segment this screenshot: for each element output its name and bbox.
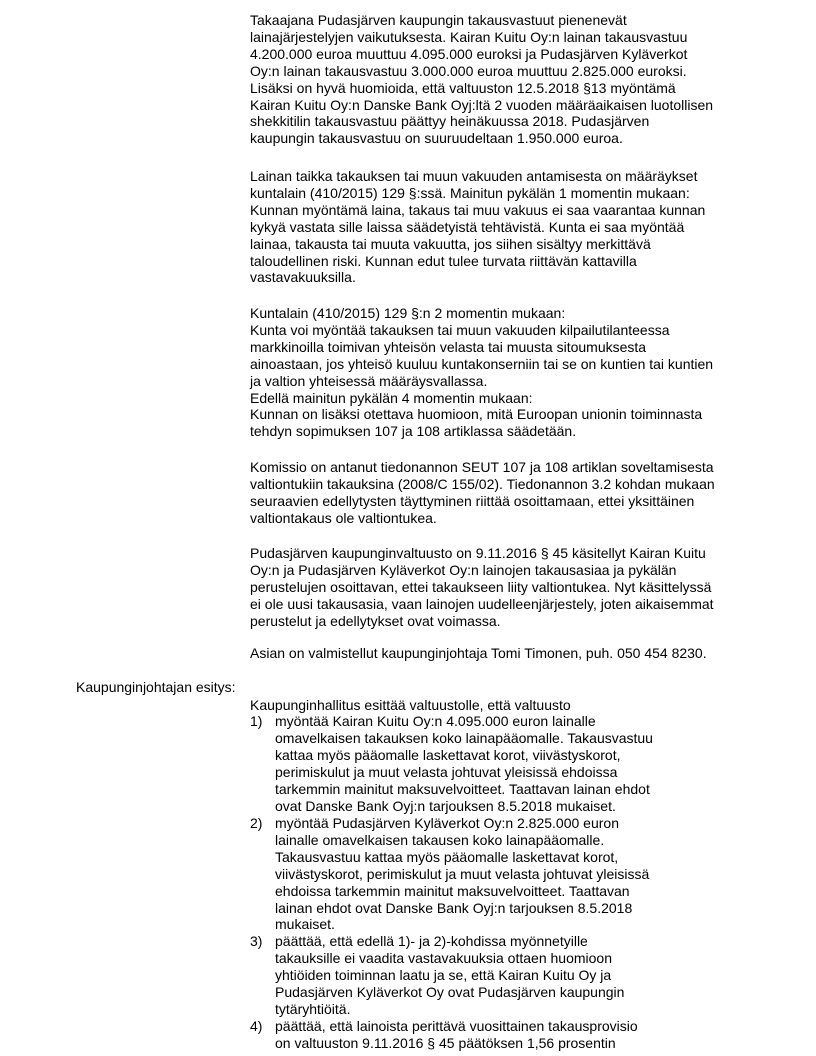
proposal-intro: Kaupunginhallitus esittää valtuustolle, että valtuusto <box>250 697 571 713</box>
list-item-text: myöntää Kairan Kuitu Oy:n 4.095.000 euron lainalle omavelkaisen takauksen koko lainapääomalle. Takausvastuu kattaa myös pääomalle laskettavat korot, viivästyskorot, perimiskulut ja muut velasta johtuvat yleisissä ehdoissa tarkemmin mainitut maksuvelvoitteet. Taattavan lainan ehdot ovat Danske Bank Oyj:n tarjouksen 8.5.2018 mukaiset. <box>275 713 653 814</box>
list-item-number: 4) <box>250 1018 263 1034</box>
list-item-number: 1) <box>250 713 263 729</box>
list-item-text: myöntää Pudasjärven Kyläverkot Oy:n 2.825.000 euron lainalle omavelkaisen takausen koko lainapääomalle. Takausvastuu kattaa myös pääomalle laskettavat korot, viivästyskorot, perimiskulut ja muut velasta johtuvat yleisissä ehdoissa tarkemmin mainitut maksuvelvoitteet. Taattavan lainan ehdot ovat Danske Bank Oyj:n tarjouksen 8.5.2018 mukaiset. <box>275 815 650 933</box>
list-item-text: päättää, että lainoista perittävä vuosittainen takausprovisio on valtuuston 9.11.2016 § 45 päätöksen 1,56 prosentin <box>275 1018 638 1051</box>
proposal-label: Kaupunginjohtajan esitys: <box>76 679 236 695</box>
list-item-number: 2) <box>250 815 263 831</box>
paragraph-kuntalaki-129-1: Lainan taikka takauksen tai muun vakuuden antamisesta on määräykset kuntalain (410/2015) 129 §:ssä. Mainitun pykälän 1 momentin mukaan: Kunnan myöntämä laina, takaus tai muu vakuus ei saa vaarantaa kunnan kykyä vastata sille laissa säädetyistä tehtävistä. Kunta ei saa myöntää lainaa, takausta tai muuta vakuutta, jos siihen sisältyy merkittävä taloudellinen riski. Kunnan edut tulee turvata riittävän kattavilla vastavakuuksilla. <box>250 168 706 286</box>
paragraph-commission-notice: Komissio on antanut tiedonannon SEUT 107 ja 108 artiklan soveltamisesta valtiontukiin takauksina (2008/C 155/02). Tiedonannon 3.2 kohdan mukaan seuraavien edellytysten täyttyminen riittää osoittamaan, ettei yksittäinen valtiontakaus ole valtiontukea. <box>250 459 715 526</box>
paragraph-guarantee-liabilities: Takaajana Pudasjärven kaupungin takausvastuut pienenevät lainajärjestelyjen vaikutuksesta. Kairan Kuitu Oy:n lainan takausvastuu 4.200.000 euroa muuttuu 4.095.000 euroksi ja Pudasjärven Kyläverkot Oy:n lainan takausvastuu 3.000.000 euroa muuttuu 2.825.000 euroksi. Lisäksi on hyvä huomioida, että valtuuston 12.5.2018 §13 myöntämä Kairan Kuitu Oy:n Danske Bank Oyj:ltä 2 vuoden määräaikaisen luotollisen shekkitilin takausvastuu päättyy heinäkuussa 2018. Pudasjärven kaupungin takausvastuu on suuruudeltaan 1.950.000 euroa. <box>250 12 714 147</box>
list-item-number: 3) <box>250 933 263 949</box>
paragraph-preparer: Asian on valmistellut kaupunginjohtaja Tomi Timonen, puh. 050 454 8230. <box>250 645 707 661</box>
paragraph-kuntalaki-129-2: Kuntalain (410/2015) 129 §:n 2 momentin mukaan: Kunta voi myöntää takauksen tai muun vakuuden kilpailutilanteessa markkinoilla toimivan yhteisön velasta tai muusta sitoumuksesta ainoastaan, jos yhteisö kuuluu kuntakonserniin tai se on kuntien tai kuntien ja valtion yhteisessä määräysvallassa. Edellä mainitun pykälän 4 momentin mukaan: Kunnan on lisäksi otettava huomioon, mitä Euroopan unionin toiminnasta tehdyn sopimuksen 107 ja 108 artiklassa säädetään. <box>250 305 714 440</box>
list-item-text: päättää, että edellä 1)- ja 2)-kohdissa myönnetyille takauksille ei vaadita vastavakuuksia ottaen huomioon yhtiöiden toiminnan laatu ja se, että Kairan Kuitu Oy ja Pudasjärven Kyläverkot Oy ovat Pudasjärven kaupungin tytäryhtiöitä. <box>275 933 625 1017</box>
paragraph-council-decision: Pudasjärven kaupunginvaltuusto on 9.11.2016 § 45 käsitellyt Kairan Kuitu Oy:n ja Pudasjärven Kyläverkot Oy:n lainojen takausasiaa ja pykälän perustelujen osoittavan, ettei takaukseen liity valtiontukea. Nyt käsittelyssä ei ole uusi takausasia, vaan lainojen uudelleenjärjestely, joten aikaisemmat perustelut ja edellytykset ovat voimassa. <box>250 545 714 629</box>
